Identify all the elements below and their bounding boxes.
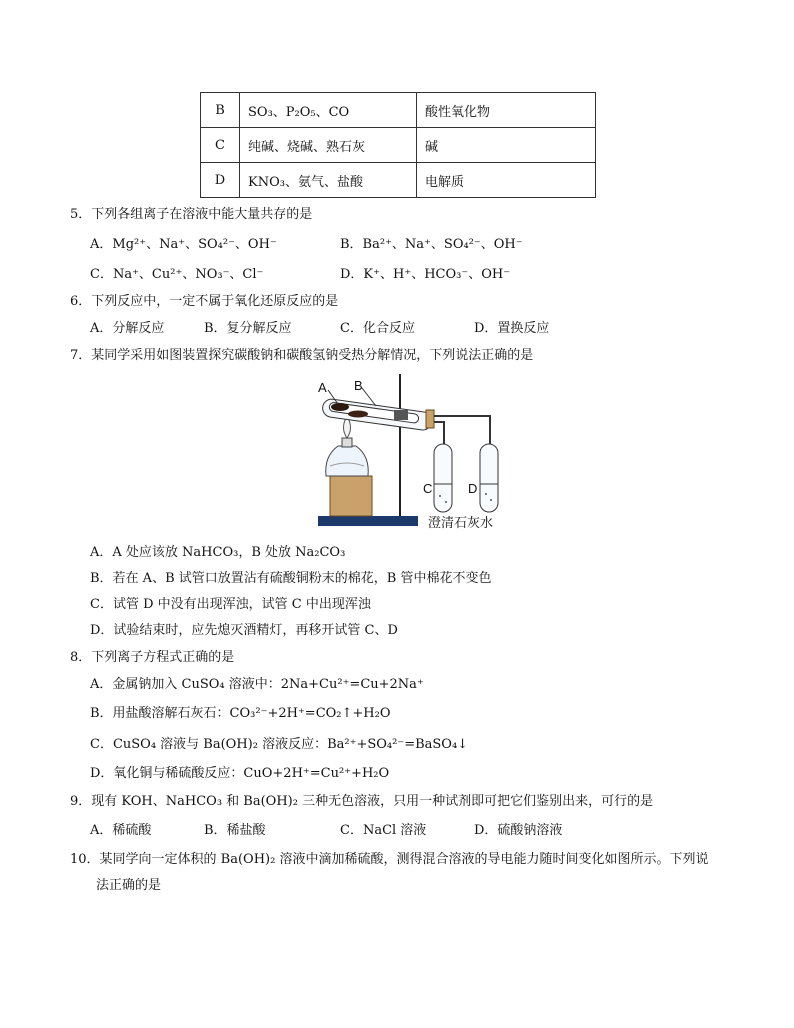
figure-label-a: A: [318, 380, 327, 395]
figure-label-c: C: [423, 481, 433, 496]
question-8-option-d: D．氧化铜与稀硫酸反应：CuO+2H⁺=Cu²⁺+H₂O: [90, 766, 390, 781]
question-5-option-c: C．Na⁺、Cu²⁺、NO₃⁻、Cl⁻: [90, 267, 264, 282]
figure-caption: 澄清石灰水: [428, 516, 494, 531]
question-9-stem: 9．现有 KOH、NaHCO₃ 和 Ba(OH)₂ 三种无色溶液，只用一种试剂即可把它们鉴别出来，可行的是: [70, 794, 654, 809]
stand-base: [318, 516, 418, 526]
table-cell-label: C: [201, 128, 240, 163]
table-cell-items: 纯碱、烧碱、熟石灰: [240, 128, 417, 163]
question-6-option-a: A．分解反应: [90, 321, 165, 336]
question-5-option-d: D．K⁺、H⁺、HCO₃⁻、OH⁻: [340, 267, 511, 282]
table-cell-items: SO₃、P₂O₅、CO: [240, 93, 417, 128]
figure-label-d: D: [468, 481, 478, 496]
question-7-option-c: C．试管 D 中没有出现浑浊，试管 C 中出现浑浊: [90, 597, 371, 612]
question-9-option-a: A．稀硫酸: [90, 823, 152, 838]
question-10-stem-line1: 10．某同学向一定体积的 Ba(OH)₂ 溶液中滴加稀硫酸，测得混合溶液的导电能力随时间变化如图所示。下列说: [70, 852, 709, 867]
table-cell-category: 碱: [417, 128, 596, 163]
test-tube-d: [480, 444, 498, 512]
lamp-neck: [342, 438, 352, 447]
apparatus-figure: [310, 366, 510, 534]
question-7-stem: 7．某同学采用如图装置探究碳酸钠和碳酸氢钠受热分解情况，下列说法正确的是: [70, 348, 534, 363]
table-row: [201, 93, 596, 128]
table-cell-label: D: [201, 163, 240, 198]
question-10-stem-line2: 法正确的是: [96, 878, 162, 893]
table-row: [201, 163, 596, 198]
question-9-option-b: B．稀盐酸: [204, 823, 266, 838]
question-6-option-b: B．复分解反应: [204, 321, 292, 336]
bubble: [485, 493, 487, 495]
wood-block: [330, 476, 372, 516]
classification-table: [200, 92, 596, 198]
table-cell-category: 电解质: [417, 163, 596, 198]
question-6-stem: 6．下列反应中，一定不属于氧化还原反应的是: [70, 294, 339, 309]
question-6-option-d: D．置换反应: [474, 321, 550, 336]
solid-b: [348, 411, 368, 418]
question-7-option-a: A．A 处应该放 NaHCO₃，B 处放 Na₂CO₃: [90, 545, 346, 560]
table-row: [201, 128, 596, 163]
bubble: [439, 495, 441, 497]
question-8-stem: 8．下列离子方程式正确的是: [70, 650, 235, 665]
question-8-option-c: C．CuSO₄ 溶液与 Ba(OH)₂ 溶液反应：Ba²⁺+SO₄²⁻=BaSO₄↓: [90, 737, 469, 752]
question-5-option-a: A．Mg²⁺、Na⁺、SO₄²⁻、OH⁻: [90, 237, 277, 252]
solid-a: [331, 403, 349, 411]
bubble: [490, 499, 492, 501]
stopper: [426, 410, 434, 428]
question-7-option-b: B．若在 A、B 试管口放置沾有硫酸铜粉末的棉花，B 管中棉花不变色: [90, 571, 492, 586]
question-8-option-a: A．金属钠加入 CuSO₄ 溶液中：2Na+Cu²⁺=Cu+2Na⁺: [90, 677, 424, 692]
question-9-option-d: D．硫酸钠溶液: [474, 823, 563, 838]
question-8-option-b: B．用盐酸溶解石灰石：CO₃²⁻+2H⁺=CO₂↑+H₂O: [90, 706, 391, 721]
alcohol-lamp: [326, 446, 369, 476]
table-cell-label: B: [201, 93, 240, 128]
figure-label-b: B: [354, 378, 363, 393]
question-6-option-c: C．化合反应: [340, 321, 415, 336]
test-tube-c: [434, 444, 452, 512]
question-5-option-b: B．Ba²⁺、Na⁺、SO₄²⁻、OH⁻: [340, 237, 523, 252]
clamp: [394, 410, 408, 420]
question-9-option-c: C．NaCl 溶液: [340, 823, 427, 838]
table-cell-category: 酸性氧化物: [417, 93, 596, 128]
question-5-stem: 5．下列各组离子在溶液中能大量共存的是: [70, 207, 313, 222]
question-7-option-d: D．试验结束时，应先熄灭酒精灯，再移开试管 C、D: [90, 623, 398, 638]
bubble: [445, 501, 447, 503]
table-cell-items: KNO₃、氨气、盐酸: [240, 163, 417, 198]
